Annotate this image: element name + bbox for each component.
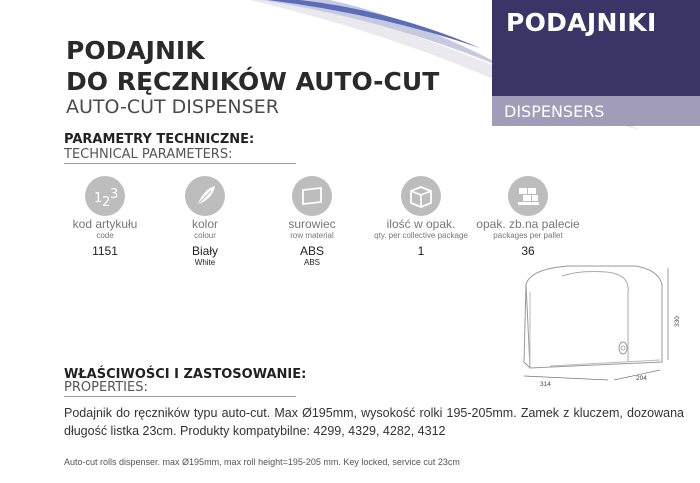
param-label-en: colour: [194, 231, 216, 240]
product-title-en: AUTO-CUT DISPENSER: [66, 96, 279, 118]
properties-title: WŁAŚCIWOŚCI I ZASTOSOWANIE:: [64, 367, 307, 382]
properties-description: Podajnik do ręczników typu auto-cut. Max Ø195mm, wysokość rolki 195-205mm. Zamek z kluczem, dozowana długość listka 23cm. Produkty kompatybilne: 4299, 4329, 4282, 4312: [64, 406, 684, 438]
svg-text:1: 1: [94, 191, 103, 206]
category-banner-sub: [492, 96, 700, 126]
param-code: [50, 176, 160, 258]
properties-note-en: Auto-cut rolls dispenser. max Ø195mm, max roll height=195-205 mm. Key locked, service cut 23cm: [64, 457, 460, 467]
svg-text:3: 3: [110, 187, 119, 202]
technical-title: PARAMETRY TECHNICZNE:: [64, 132, 255, 147]
dimension-width: 314: [540, 381, 551, 388]
properties-subtitle: PROPERTIES:: [64, 380, 148, 395]
technical-divider: [64, 163, 296, 164]
param-material: [257, 176, 367, 268]
param-label-en: qty. per collective package: [374, 231, 468, 240]
param-label: surowiec: [288, 217, 336, 231]
param-label: opak. zb.na palecie: [476, 217, 580, 231]
param-label: kod artykułu: [72, 217, 138, 231]
param-value: ABS: [299, 244, 324, 258]
dispenser-drawing: [510, 262, 680, 392]
param-value: 1151: [92, 244, 118, 258]
param-colour: [150, 176, 260, 268]
param-label: kolor: [191, 217, 218, 231]
feather-icon: [185, 176, 225, 216]
category-subtitle: DISPENSERS: [504, 102, 605, 121]
category-banner: [492, 0, 700, 96]
param-label-en: code: [96, 231, 114, 240]
product-title: [66, 35, 486, 97]
param-value-en: White: [194, 258, 216, 267]
pallet-icon: [508, 176, 548, 216]
dimension-height: 330: [673, 316, 681, 327]
param-label: ilość w opak.: [386, 217, 456, 231]
box-icon: [401, 176, 441, 216]
category-title: PODAJNIKI: [506, 8, 657, 37]
technical-subtitle: TECHNICAL PARAMETERS:: [64, 147, 233, 162]
svg-text:2: 2: [102, 195, 111, 210]
param-value-en: ABS: [303, 258, 320, 267]
sheet-icon: [292, 176, 332, 216]
properties-divider: [64, 396, 296, 397]
dimension-depth: 204: [636, 375, 647, 382]
param-label-en: packages per pallet: [493, 231, 563, 240]
param-value: 36: [521, 244, 535, 258]
param-pallet-qty: [473, 176, 583, 258]
numbers-123-icon: [85, 176, 125, 216]
param-package-qty: [366, 176, 476, 258]
param-value: Biały: [191, 244, 218, 258]
product-title-line1: PODAJNIK: [66, 36, 205, 65]
product-title-line2: DO RĘCZNIKÓW AUTO-CUT: [66, 67, 440, 96]
param-value: 1: [417, 244, 425, 258]
param-label-en: row material: [290, 231, 334, 240]
